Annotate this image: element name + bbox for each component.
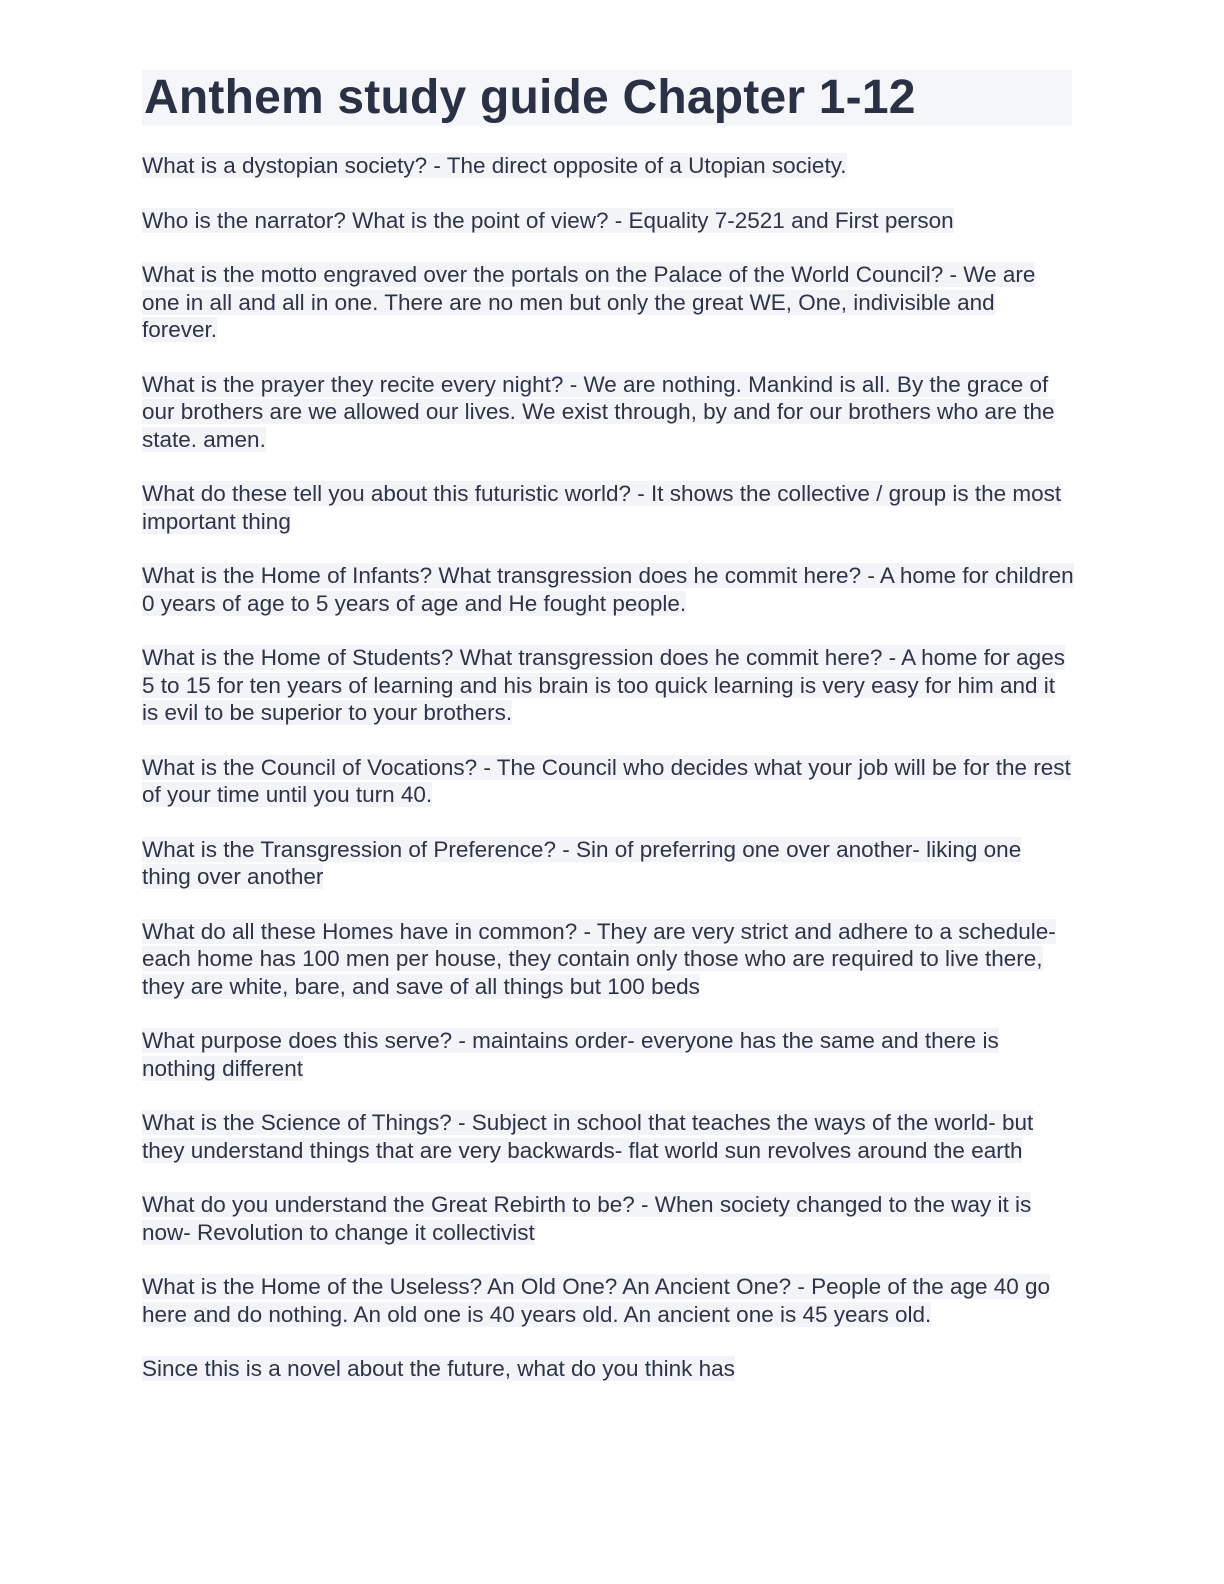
- qa-item: [142, 836, 1074, 891]
- qa-text: What is the Transgression of Preference? - Sin of preferring one over another- liking one thing over another: [142, 836, 1022, 889]
- qa-item: [142, 152, 1074, 180]
- qa-list: [142, 152, 1074, 1383]
- document-title: Anthem study guide Chapter 1-12: [142, 70, 1072, 126]
- qa-text: What is the prayer they recite every night? - We are nothing. Mankind is all. By the grace of our brothers are we allowed our lives. We exist through, by and for our brothers who are the state. amen.: [142, 371, 1055, 452]
- qa-item: [142, 1027, 1074, 1082]
- qa-text: What is the motto engraved over the portals on the Palace of the World Council? - We are one in all and all in one. There are no men but only the great WE, One, indivisible and forever.: [142, 262, 1036, 342]
- qa-text: What is the Council of Vocations? - The Council who decides what your job will be for the rest of your time until you turn 40.: [142, 754, 1071, 807]
- qa-text: Who is the narrator? What is the point of view? - Equality 7-2521 and First person: [142, 207, 954, 233]
- qa-text: What do these tell you about this futuristic world? - It shows the collective / group is the most important thing: [142, 481, 1062, 534]
- qa-item: [142, 371, 1074, 454]
- qa-item: [142, 1191, 1074, 1246]
- qa-text: What is the Home of Students? What transgression does he commit here? - A home for ages 5 to 15 for ten years of learning and his brain is too quick learning is very easy for him and it is evil to be superior to your brothers.: [142, 645, 1065, 725]
- qa-item: [142, 1355, 1074, 1383]
- qa-text: Since this is a novel about the future, what do you think has: [142, 1356, 735, 1381]
- qa-text: What is a dystopian society? - The direct opposite of a Utopian society.: [142, 153, 847, 178]
- qa-item: [142, 1109, 1074, 1164]
- qa-text: What is the Science of Things? - Subject in school that teaches the ways of the world- but they understand things that are very backwards- flat world sun revolves around the earth: [142, 1110, 1034, 1163]
- qa-item: [142, 562, 1074, 617]
- qa-text: What purpose does this serve? - maintains order- everyone has the same and there is nothing different: [142, 1028, 999, 1081]
- qa-item: [142, 1273, 1074, 1328]
- qa-text: What is the Home of the Useless? An Old One? An Ancient One? - People of the age 40 go here and do nothing. An old one is 40 years old. An ancient one is 45 years old.: [142, 1274, 1051, 1327]
- qa-item: [142, 918, 1074, 1001]
- document-page: [142, 70, 1074, 1410]
- qa-item: [142, 261, 1074, 344]
- qa-item: [142, 754, 1074, 809]
- qa-text: What is the Home of Infants? What transgression does he commit here? - A home for children 0 years of age to 5 years of age and He fought people.: [142, 563, 1074, 616]
- qa-item: [142, 644, 1074, 727]
- qa-item: [142, 207, 1074, 235]
- qa-item: [142, 480, 1074, 535]
- qa-text: What do you understand the Great Rebirth to be? - When society changed to the way it is now- Revolution to change it collectivist: [142, 1192, 1032, 1245]
- qa-text: What do all these Homes have in common? - They are very strict and adhere to a schedule- each home has 100 men per house, they contain only those who are required to live there, they are white, bare, and save of all things but 100 beds: [142, 918, 1056, 999]
